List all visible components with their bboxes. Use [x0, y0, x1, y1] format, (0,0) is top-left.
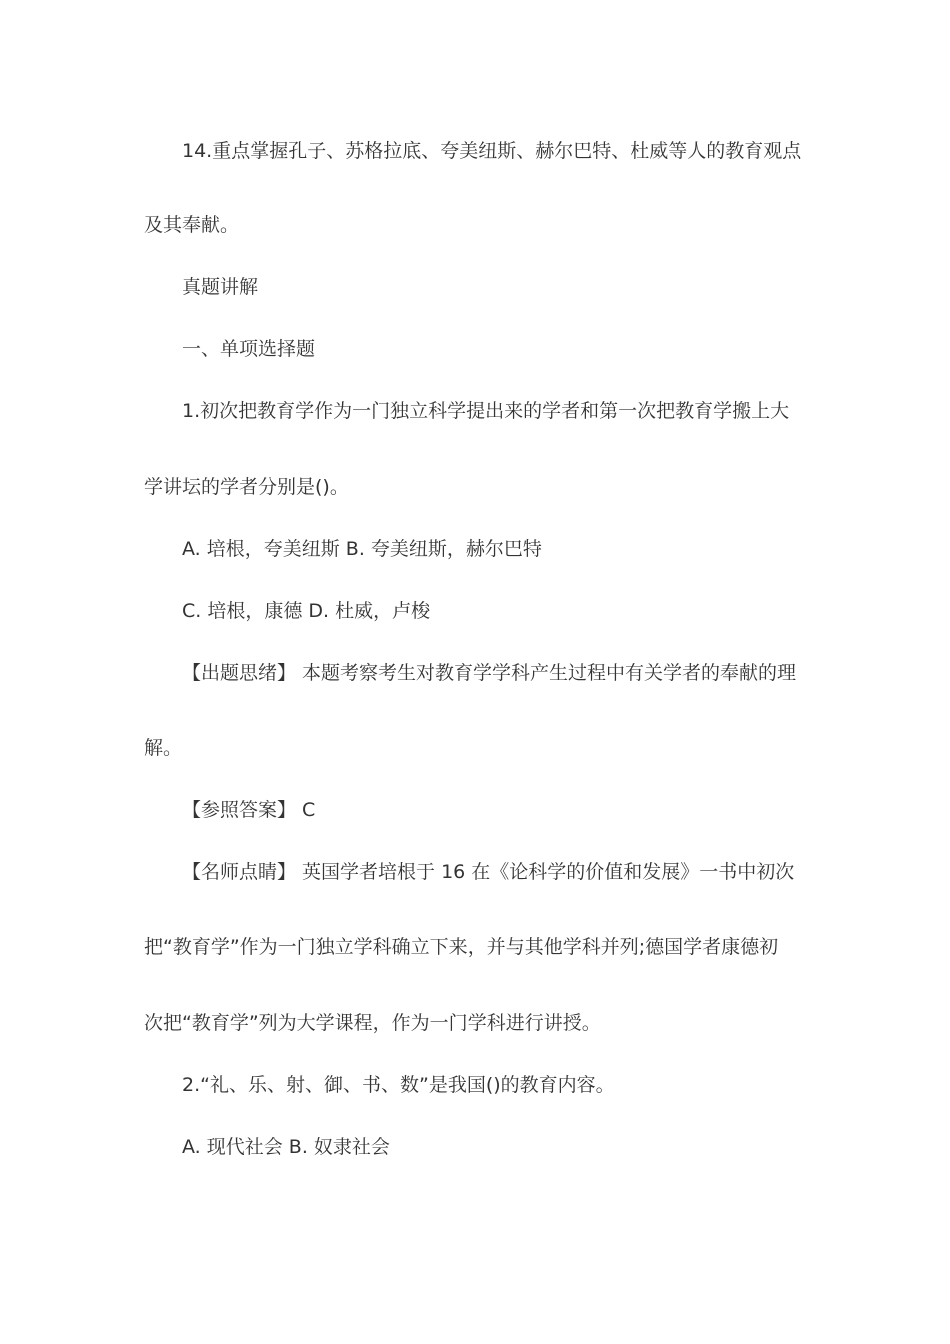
question-1-commentary-line-1: 【名师点睛】 英国学者培根于 16 在《论科学的价值和发展》一书中初次	[182, 861, 795, 883]
question-1-answer: 【参照答案】 C	[182, 799, 316, 821]
section-heading-single-choice: 一、单项选择题	[182, 338, 316, 360]
question-1-line-2: 学讲坛的学者分别是()。	[144, 476, 349, 498]
question-1-line-1: 1.初次把教育学作为一门独立科学提出来的学者和第一次把教育学搬上大	[182, 400, 790, 422]
question-1-analysis-line-2: 解。	[144, 737, 183, 759]
question-1-options-ab: A. 培根，夸美纽斯 B. 夸美纽斯，赫尔巴特	[182, 538, 542, 560]
question-2-line-1: 2.“礼、乐、射、御、书、数”是我国()的教育内容。	[182, 1074, 615, 1096]
paragraph-line-2: 及其奉献。	[144, 214, 240, 236]
question-1-commentary-line-2: 把“教育学”作为一门独立学科确立下来，并与其他学科并列;德国学者康德初	[144, 936, 779, 958]
paragraph-line-1: 14.重点掌握孔子、苏格拉底、夸美纽斯、赫尔巴特、杜威等人的教育观点	[182, 140, 802, 162]
question-1-commentary-line-3: 次把“教育学”列为大学课程，作为一门学科进行讲授。	[144, 1012, 601, 1034]
question-2-options-ab: A. 现代社会 B. 奴隶社会	[182, 1136, 390, 1158]
question-1-analysis-line-1: 【出题思绪】 本题考察考生对教育学学科产生过程中有关学者的奉献的理	[182, 662, 797, 684]
section-heading-real-exam: 真题讲解	[182, 276, 259, 298]
question-1-options-cd: C. 培根，康德 D. 杜威，卢梭	[182, 600, 431, 622]
